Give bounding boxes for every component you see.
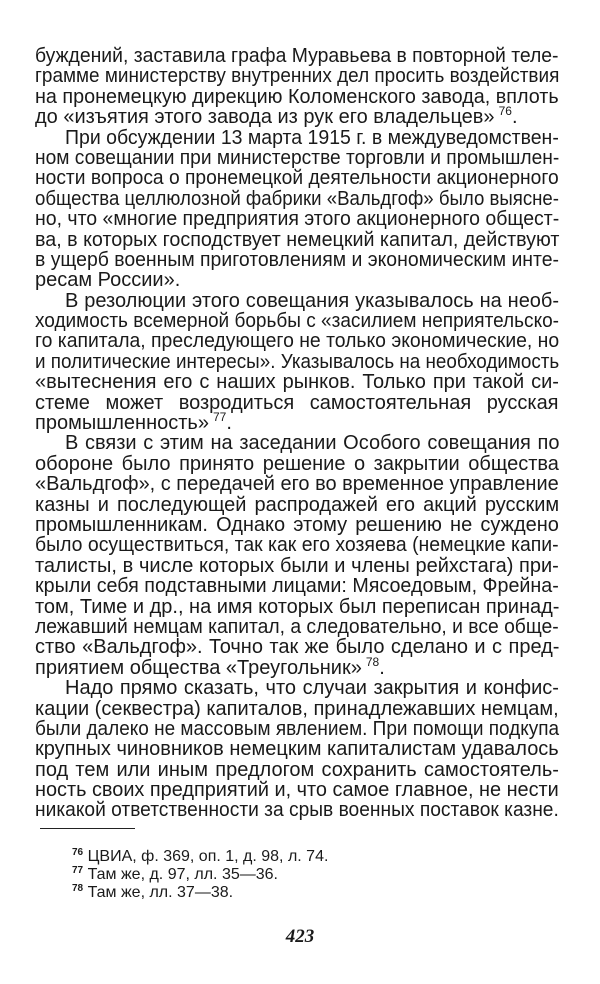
line-text: и политические интересы». Указывалось на необходимость [35,350,560,373]
text-line [35,739,559,759]
punctuation: . [226,412,232,435]
text-line [35,250,559,270]
line-text: ность своих предприятий и, что самое главное, не нести [35,779,559,802]
paragraph [35,128,559,291]
line-text: были далеко не массовым явлением. При помощи подкупа [35,717,560,740]
footnotes [72,848,472,902]
line-text: но, что «многие предприятия этого акционерного общест- [35,208,560,231]
text-line [35,104,559,129]
line-text: го капитала, преследующего не только экономические, но [35,330,560,353]
line-text: Надо прямо сказать, что случаи закрытия и конфис- [65,677,559,700]
line-text: обороне было принято решение о закрытии общества [35,452,559,475]
text-line [35,128,589,148]
line-text: буждений, заставила графа Муравьева в повторной теле- [35,45,559,67]
line-text: промышленникам. Однако этому решению не суждено [35,513,559,536]
text-line [35,87,559,107]
text-line [35,576,559,596]
text-line [35,654,559,679]
footnote-text: Там же, д. 97, лл. 35—36. [87,866,278,883]
footnote-ref[interactable]: 76 [498,104,512,119]
line-text: промышленность» [35,412,209,435]
text-line [35,760,559,780]
line-text: кации (секвестра) капиталов, принадлежавших немцам, [35,697,559,720]
paragraph [35,433,559,678]
line-text: в ущерб военным приготовлениям и экономическим инте- [35,248,559,271]
text-line [35,46,559,66]
text-line [35,800,559,820]
text-line [35,719,559,739]
text-line [35,352,559,372]
text-line [35,556,559,576]
footnote-ref[interactable]: 77 [212,410,227,425]
line-text: том, Тиме и др., на имя которых был переписан принад- [35,595,560,618]
text-line [35,189,559,209]
text-line [35,410,559,435]
line-text: крупных чиновников немецким капиталистам удавалось [35,738,559,761]
text-line [35,637,559,657]
punctuation: . [511,106,518,129]
footnote-text: Там же, лл. 37—38. [87,884,234,901]
text-line [35,535,559,555]
text-line [35,780,559,800]
line-text: было осуществиться, так как его хозяева (немецкие капи- [35,534,559,557]
line-text: «Вальдгоф», с передачей его во временное управление [35,473,559,496]
line-text: В резолюции этого совещания указывалось на необ- [65,289,560,312]
text-line [35,474,559,494]
paragraph [35,678,559,821]
line-text: В связи с этим на заседании Особого совещания по [65,432,560,455]
text-line [35,433,589,453]
footnote-number: 78 [72,883,84,894]
line-text: приятием общества «Треугольник» [35,656,362,679]
text-line [35,66,559,86]
line-text: никакой ответственности за срыв военных поставок казне. [35,799,559,822]
text-line [35,393,559,413]
main-text [35,46,559,821]
line-text: под тем или иным предлогом сохранить самостоятель- [35,758,559,781]
footnote [72,884,472,902]
text-line [35,515,559,535]
text-line [35,311,559,331]
text-line [35,454,559,474]
text-line [35,372,559,392]
footnote-number: 76 [72,847,84,858]
line-text: на пронемецкую дирекцию Коломенского завода, вплоть [35,85,559,108]
line-text: При обсуждении 13 марта 1915 г. в междуведомствен- [65,126,559,149]
text-line [35,148,559,168]
paragraph [35,291,559,434]
footnote-ref[interactable]: 78 [365,654,380,669]
footnote-number: 77 [72,865,84,876]
text-line [35,291,589,311]
line-text: до «изъятия этого завода из рук его владельцев» [35,106,495,129]
page-number: 423 [285,926,315,947]
line-text: ходимость всемерной борьбы с «засилием неприятельско- [35,310,560,333]
footnote-separator [40,828,135,829]
line-text: «вытеснения его с наших рынков. Только при такой си- [35,371,559,394]
line-text: ресам России». [35,269,181,292]
text-line [35,678,589,698]
text-line [35,331,559,351]
paragraph [35,46,559,128]
line-text: ство «Вальдгоф». Точно так же было сделано и с пред- [35,636,560,659]
footnote-text: ЦВИА, ф. 369, оп. 1, д. 98, л. 74. [87,848,329,865]
text-line [35,209,559,229]
line-text: общества целлюлозной фабрики «Вальдгоф» было выясне- [35,187,559,210]
footnote [72,866,472,884]
line-text: ва, в которых господствует немецкий капитал, действуют [35,228,560,251]
punctuation: . [379,656,385,679]
text-line [35,699,559,719]
line-text: талисты, в числе которых были и члены рейхстага) при- [35,554,559,577]
line-text: лежавший немцам капитал, а следовательно, и все обще- [35,615,559,638]
text-line [35,168,559,188]
text-line [35,230,559,250]
line-text: крыли себя подставными лицами: Мясоедовым, Фрейна- [35,575,559,598]
text-line [35,617,559,637]
line-text: казны и последующей распродажей его акций русским [35,493,560,516]
line-text: ном совещании при министерстве торговли и промышлен- [35,146,560,169]
text-line [35,597,559,617]
text-line [35,495,559,515]
line-text: ности вопроса о пронемецкой деятельности акционерного [35,167,559,190]
footnote [72,848,472,866]
line-text: стеме может возродиться самостоятельная русская [35,391,559,414]
line-text: грамме министерству внутренних дел просить воздействия [35,65,560,88]
text-line [35,270,559,290]
